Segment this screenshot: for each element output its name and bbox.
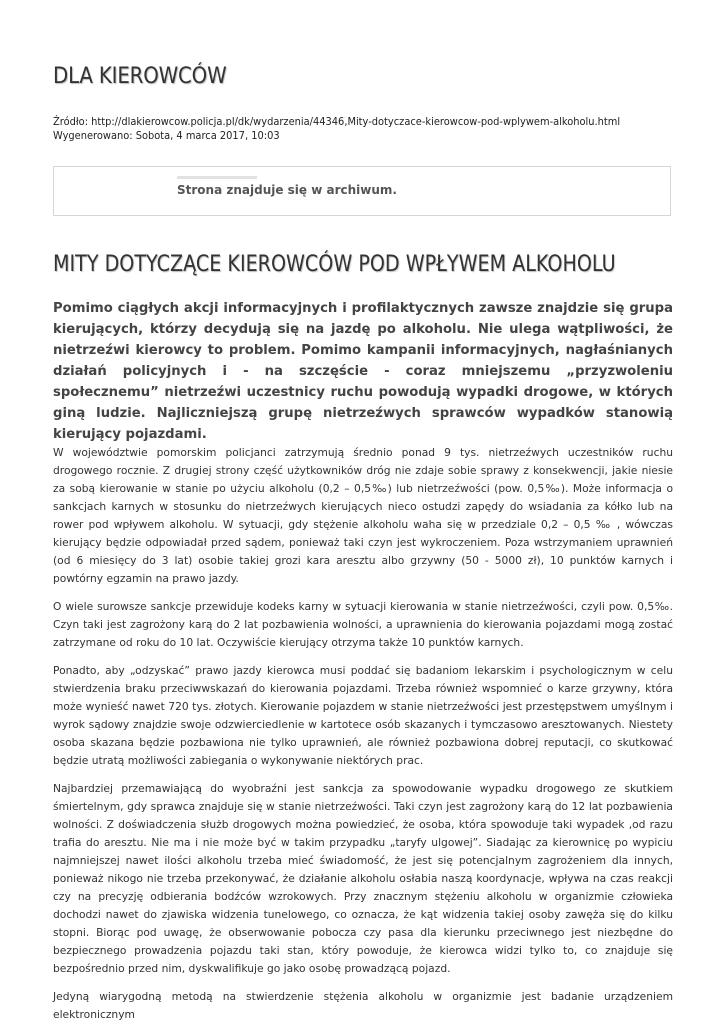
archive-notice-text: Strona znajduje się w archiwum. <box>177 183 397 197</box>
article-body <box>53 444 673 1034</box>
article-lead: Pomimo ciągłych akcji informacyjnych i profilaktycznych zawsze znajdzie się grupa kierujących, którzy decydują się na jazdę po alkoholu. Nie ulega wątpliwości, że nietrzeźwi kierowcy to problem. Pomimo kampanii informacyjnych, nagłaśnianych działań policyjnych i - na szczęście - coraz mniejszemu „przyzwoleniu społecznemu” nietrzeźwi uczestnicy ruchu powodują wypadki drogowe, w których giną ludzie. Najliczniejszą grupę nietrzeźwych sprawców wypadków stanowią kierujący pojazdami. <box>53 301 673 442</box>
article-paragraph: Najbardziej przemawiającą do wyobraźni jest sankcja za spowodowanie wypadku drogowego ze skutkiem śmiertelnym, gdy sprawca znajduje się w stanie nietrzeźwości. Taki czyn jest zagrożony karą do 12 lat pozbawienia wolności. Z doświadczenia służb drogowych można powiedzieć, że osoba, która spowoduje taki wypadek ,od razu trafia do aresztu. Nie ma i nie może być w takim przypadku „taryfy ulgowej”. Siadając za kierownicę po wypiciu najmniejszej nawet ilości alkoholu trzeba mieć świadomość, że jest się potencjalnym zagrożeniem dla innych, ponieważ nikogo nie trzeba przekonywać, że działanie alkoholu osłabia naszą koordynacje, wpływa na czas reakcji czy na precyzję odbierania bodźców wzrokowych. Przy znacznym stężeniu alkoholu w organizmie człowieka dochodzi nawet do zjawiska widzenia tunelowego, co oznacza, że kąt widzenia takiej osoby zawęża się do kilku stopni. Biorąc pod uwagę, że obserwowanie pobocza czy pasa dla kierunku przeciwnego jest niezbędne do bezpiecznego prowadzenia pojazdu taki stan, który powoduje, że kierowca widzi tylko to, co znajduje się bezpośrednio przed nim, dyskwalifikuje go jako osobę prowadzącą pojazd. <box>53 782 673 975</box>
archive-notice-divider <box>177 176 257 179</box>
archive-notice-box <box>53 166 671 216</box>
article-paragraph: Ponadto, aby „odzyskać” prawo jazdy kierowca musi poddać się badaniom lekarskim i psychologicznym w celu stwierdzenia braku przeciwwskazań do kierowania pojazdami. Trzeba również wspomnieć o karze grzywny, która może wynieść nawet 720 tys. złotych. Kierowanie pojazdem w stanie nietrzeźwości jest przestępstwem umyślnym i wyrok sądowy znajdzie swoje odzwierciedlenie w kartotece osób skazanych i tymczasowo aresztowanych. Niestety osoba skazana będzie pozbawiona nie tylko uprawnień, ale również pozbawiona dobrej reputacji, co skutkować będzie utratą możliwości zabiegania o wykonywanie niektórych prac. <box>53 664 673 767</box>
generated-date: Wygenerowano: Sobota, 4 marca 2017, 10:03 <box>53 130 280 142</box>
article-title: MITY DOTYCZĄCE KIEROWCÓW POD WPŁYWEM ALKOHOLU <box>53 251 616 277</box>
site-title: DLA KIEROWCÓW <box>53 64 227 89</box>
source-url: Źródło: http://dlakierowcow.policja.pl/dk/wydarzenia/44346,Mity-dotyczace-kierowcow-pod-wplywem-alkoholu.html <box>53 116 621 128</box>
article-paragraph: Jedyną wiarygodną metodą na stwierdzenie stężenia alkoholu w organizmie jest badanie urządzeniem elektronicznym <box>53 990 673 1021</box>
article-paragraph: O wiele surowsze sankcje przewiduje kodeks karny w sytuacji kierowania w stanie nietrzeźwości, czyli pow. 0,5‰. Czyn taki jest zagrożony karą do 2 lat pozbawienia wolności, a uprawnienia do kierowania pojazdami mogą zostać zatrzymane od roku do 10 lat. Oczywiście kierujący otrzyma także 10 punktów karnych. <box>53 600 673 649</box>
article-paragraph: W województwie pomorskim policjanci zatrzymują średnio ponad 9 tys. nietrzeźwych uczestników ruchu drogowego rocznie. Z drugiej strony część użytkowników dróg nie zdaje sobie sprawy z konsekwencji, jakie niesie za sobą kierowanie w stanie po użyciu alkoholu (0,2 – 0,5‰) lub nietrzeźwości (pow. 0,5‰). Może informacja o sankcjach karnych w stosunku do nietrzeźwych kierujących nieco ostudzi zapędy do wsiadania za kółko lub na rower pod wpływem alkoholu. W sytuacji, gdy stężenie alkoholu waha się w przedziale 0,2 – 0,5 ‰ , wówczas kierujący będzie odpowiadał przed sądem, ponieważ taki czyn jest wykroczeniem. Poza wstrzymaniem uprawnień (od 6 miesięcy do 3 lat) osobie takiej grozi kara aresztu albo grzywny (50 - 5000 zł), 10 punktów karnych i powtórny egzamin na prawo jazdy. <box>53 446 673 585</box>
document-meta <box>53 115 620 143</box>
